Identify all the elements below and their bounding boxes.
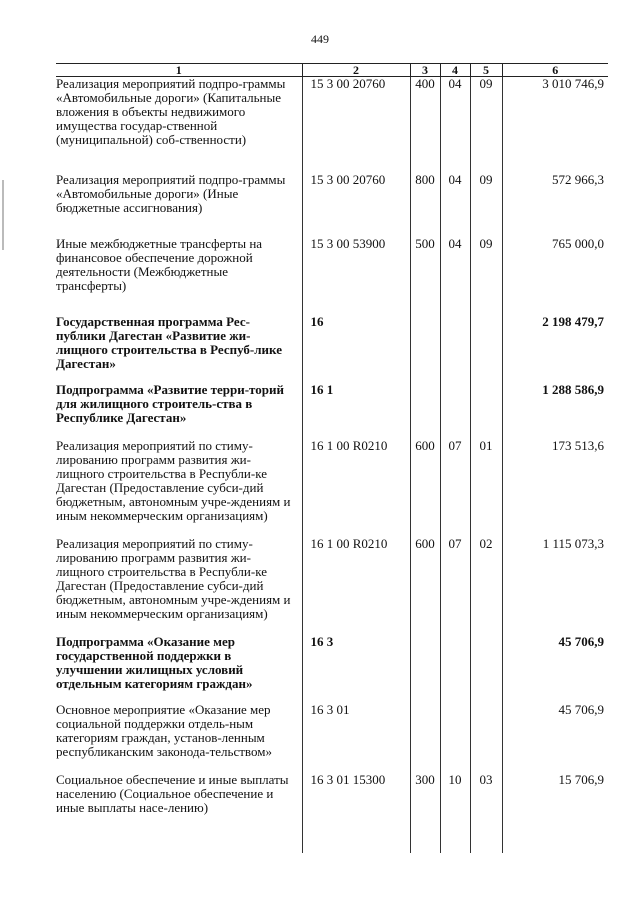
row-amount: 3 010 746,9 bbox=[502, 77, 608, 148]
row-vr bbox=[410, 703, 440, 759]
row-rz: 04 bbox=[440, 77, 470, 148]
row-amount: 173 513,6 bbox=[502, 439, 608, 523]
row-rz: 07 bbox=[440, 537, 470, 621]
row-pr: 09 bbox=[470, 173, 502, 215]
header-col-6: 6 bbox=[502, 64, 608, 77]
row-name: Государственная программа Рес-публики Дагестан «Развитие жи-лищного строительства в Респуб-лике Дагестан» bbox=[56, 314, 282, 371]
row-pr bbox=[470, 635, 502, 691]
row-pr: 01 bbox=[470, 439, 502, 523]
row-rz bbox=[440, 315, 470, 371]
table-row bbox=[56, 773, 608, 853]
row-code: 15 3 00 20760 bbox=[302, 173, 410, 215]
table-row bbox=[56, 237, 608, 293]
row-code: 15 3 00 53900 bbox=[302, 237, 410, 293]
row-pr: 09 bbox=[470, 237, 502, 293]
row-amount: 1 288 586,9 bbox=[502, 383, 608, 425]
row-spacer bbox=[56, 425, 608, 439]
row-code: 16 1 bbox=[302, 383, 410, 425]
row-spacer bbox=[56, 147, 608, 173]
row-amount: 765 000,0 bbox=[502, 237, 608, 293]
row-name: Иные межбюджетные трансферты на финансовое обеспечение дорожной деятельности (Межбюджетные трансферты) bbox=[56, 236, 263, 293]
row-code: 16 3 01 15300 bbox=[302, 773, 410, 853]
row-pr: 09 bbox=[470, 77, 502, 148]
table-row bbox=[56, 439, 608, 523]
row-pr bbox=[470, 703, 502, 759]
row-vr: 600 bbox=[410, 439, 440, 523]
row-rz: 04 bbox=[440, 173, 470, 215]
row-vr bbox=[410, 635, 440, 691]
row-rz: 07 bbox=[440, 439, 470, 523]
row-vr: 300 bbox=[410, 773, 440, 853]
row-vr: 500 bbox=[410, 237, 440, 293]
row-code: 16 3 bbox=[302, 635, 410, 691]
table-row bbox=[56, 635, 608, 691]
page-number: 449 bbox=[311, 32, 329, 46]
table-row bbox=[56, 315, 608, 371]
row-name: Реализация мероприятий подпро-граммы «Автомобильные дороги» (Капитальные вложения в объекты недвижимого имущества государ-ственной (муниципальной) соб-ственности) bbox=[56, 76, 286, 147]
row-code: 16 1 00 R0210 bbox=[302, 439, 410, 523]
row-amount: 2 198 479,7 bbox=[502, 315, 608, 371]
header-col-5: 5 bbox=[470, 64, 502, 77]
header-row bbox=[56, 64, 608, 77]
row-amount: 15 706,9 bbox=[502, 773, 608, 853]
row-amount: 572 966,3 bbox=[502, 173, 608, 215]
row-pr bbox=[470, 383, 502, 425]
header-col-1: 1 bbox=[56, 64, 302, 77]
row-code: 16 3 01 bbox=[302, 703, 410, 759]
header-col-4: 4 bbox=[440, 64, 470, 77]
row-rz bbox=[440, 383, 470, 425]
row-vr bbox=[410, 383, 440, 425]
row-code: 16 1 00 R0210 bbox=[302, 537, 410, 621]
row-code: 16 bbox=[302, 315, 410, 371]
row-pr: 02 bbox=[470, 537, 502, 621]
row-code: 15 3 00 20760 bbox=[302, 77, 410, 148]
row-name: Основное мероприятие «Оказание мер социальной поддержки отдель-ным категориям граждан, установ-ленным республиканским законода-тельством» bbox=[56, 702, 272, 759]
row-vr: 800 bbox=[410, 173, 440, 215]
row-amount: 45 706,9 bbox=[502, 635, 608, 691]
row-name: Социальное обеспечение и иные выплаты населению (Социальное обеспечение и иные выплаты насе-лению) bbox=[56, 772, 289, 815]
row-name: Подпрограмма «Развитие терри-торий для жилищного строитель-ства в Республике Дагестан» bbox=[56, 382, 284, 425]
row-spacer bbox=[56, 759, 608, 773]
row-name: Реализация мероприятий по стиму-лированию программ развития жи-лищного строительства в Республи-ке Дагестан (Предоставление субси-дий бюджетным, автономным учре-ждениям и иным некоммерческим организациям) bbox=[56, 438, 291, 523]
row-amount: 1 115 073,3 bbox=[502, 537, 608, 621]
row-rz bbox=[440, 635, 470, 691]
row-rz: 04 bbox=[440, 237, 470, 293]
row-spacer bbox=[56, 215, 608, 237]
row-amount: 45 706,9 bbox=[502, 703, 608, 759]
budget-table bbox=[56, 63, 608, 853]
table-row bbox=[56, 537, 608, 621]
table-row bbox=[56, 703, 608, 759]
header-col-2: 2 bbox=[302, 64, 410, 77]
row-pr bbox=[470, 315, 502, 371]
row-vr: 400 bbox=[410, 77, 440, 148]
table-row bbox=[56, 77, 608, 148]
row-name: Подпрограмма «Оказание мер государственной поддержки в улучшении жилищных условий отдельным категориям граждан» bbox=[56, 634, 253, 691]
row-name: Реализация мероприятий подпро-граммы «Автомобильные дороги» (Иные бюджетные ассигнования) bbox=[56, 172, 286, 215]
row-name: Реализация мероприятий по стиму-лированию программ развития жи-лищного строительства в Республи-ке Дагестан (Предоставление субси-дий бюджетным, автономным учре-ждениям и иным некоммерческим организациям) bbox=[56, 536, 291, 621]
row-pr: 03 bbox=[470, 773, 502, 853]
row-spacer bbox=[56, 293, 608, 315]
row-vr bbox=[410, 315, 440, 371]
row-spacer bbox=[56, 523, 608, 537]
row-spacer bbox=[56, 621, 608, 635]
row-rz bbox=[440, 703, 470, 759]
table-row bbox=[56, 383, 608, 425]
table-row bbox=[56, 173, 608, 215]
header-col-3: 3 bbox=[410, 64, 440, 77]
row-vr: 600 bbox=[410, 537, 440, 621]
row-rz: 10 bbox=[440, 773, 470, 853]
margin-mark bbox=[2, 180, 4, 250]
